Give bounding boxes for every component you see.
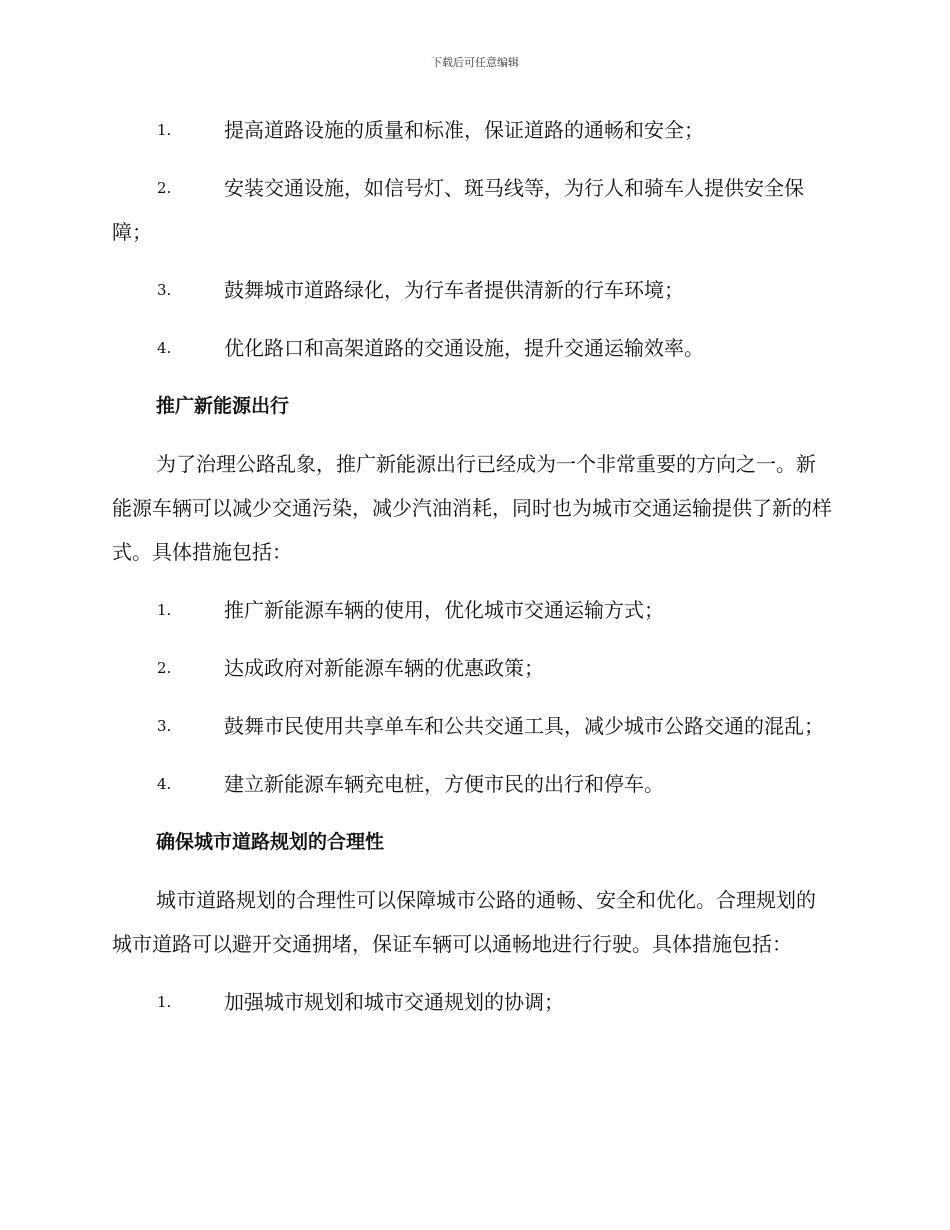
list-item <box>112 762 832 806</box>
list-item <box>112 704 832 748</box>
document-body <box>112 108 832 1038</box>
list-text: 加强城市规划和城市交通规划的协调； <box>224 990 564 1014</box>
list-item <box>112 108 832 152</box>
list-number: 1. <box>157 993 172 1011</box>
list-number: 4. <box>157 775 172 793</box>
list-text: 推广新能源车辆的使用，优化城市交通运输方式； <box>224 598 664 622</box>
list-item <box>112 588 832 632</box>
section-paragraph: 城市道路规划的合理性可以保障城市公路的通畅、安全和优化。合理规划的城市道路可以避开交通拥堵，保证车辆可以通畅地进行行驶。具体措施包括： <box>112 888 816 956</box>
list-number: 2. <box>157 179 172 197</box>
list-item <box>112 646 832 690</box>
list-number: 1. <box>157 121 172 139</box>
list-number: 3. <box>157 281 172 299</box>
list-number: 2. <box>157 659 172 677</box>
section-heading: 推广新能源出行 <box>156 395 290 417</box>
list-number: 3. <box>157 717 172 735</box>
list-text: 建立新能源车辆充电桩，方便市民的出行和停车。 <box>224 772 664 796</box>
list-text: 提高道路设施的质量和标准，保证道路的通畅和安全； <box>224 118 704 142</box>
list-text: 安装交通设施，如信号灯、斑马线等，为行人和骑车人提供安全保障； <box>112 176 804 244</box>
list-text: 优化路口和高架道路的交通设施，提升交通运输效率。 <box>224 336 704 360</box>
list-text: 鼓舞城市道路绿化，为行车者提供清新的行车环境； <box>224 278 684 302</box>
page-header: 下载后可任意编辑 <box>431 56 519 69</box>
list-number: 4. <box>157 339 172 357</box>
section-paragraph: 为了治理公路乱象，推广新能源出行已经成为一个非常重要的方向之一。新能源车辆可以减少交通污染，减少汽油消耗，同时也为城市交通运输提供了新的样式。具体措施包括： <box>112 452 832 564</box>
list-text: 达成政府对新能源车辆的优惠政策； <box>224 656 544 680</box>
list-number: 1. <box>157 601 172 619</box>
section-heading: 确保城市道路规划的合理性 <box>156 831 385 853</box>
list-item <box>112 166 832 254</box>
list-item <box>112 980 832 1024</box>
list-item <box>112 268 832 312</box>
list-item <box>112 326 832 370</box>
list-text: 鼓舞市民使用共享单车和公共交通工具，减少城市公路交通的混乱； <box>224 714 824 738</box>
